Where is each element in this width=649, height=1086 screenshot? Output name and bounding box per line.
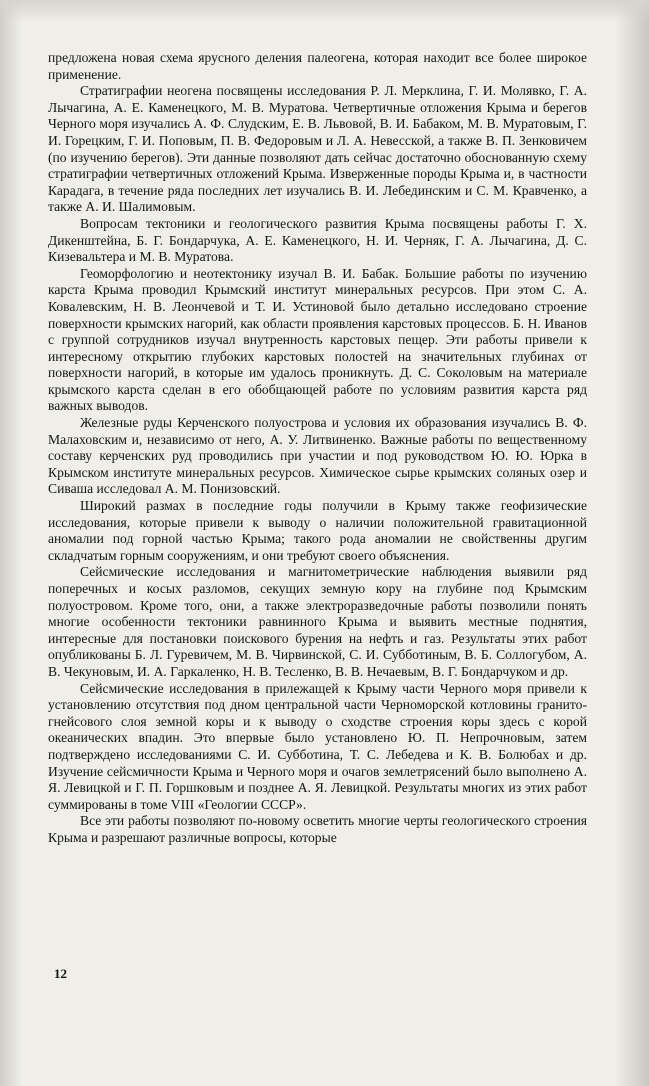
paragraph-black-sea-seismic: Сейсмические исследования в прилежащей к Крыму части Черного моря привели к установлению отсутствия под дном центральной части Черноморской котловины гранито-гнейсового слоя земной коры и к выводу о сходстве строения коры здесь с корой океанических впадин. Это впервые было установлено Ю. П. Непрочновым, затем подтверждено исследованиями С. И. Субботина, Т. С. Лебедева и К. В. Болюбах и др. Изучение сейсмичности Крыма и Черного моря и очагов землетрясений было выполнено А. Я. Левицкой и Г. П. Горшковым и позднее А. Я. Левицкой. Результаты многих из этих работ суммированы в томе VIII «Геологии СССР». — [48, 680, 587, 812]
page-number: 12 — [54, 966, 67, 981]
scan-shadow-top — [0, 0, 649, 22]
paragraph-paleogene-continuation: предложена новая схема ярусного деления палеогена, которая находит все более широкое применение. — [48, 50, 587, 82]
body-text — [48, 50, 587, 847]
paragraph-geomorphology-karst: Геоморфологию и неотектонику изучал В. И. Бабак. Большие работы по изучению карста Крыма проводил Крымский институт минеральных ресурсов. При этом С. А. Ковалевским, Н. В. Леончевой и Т. И. Устиновой было детально исследовано строение поверхности крымских нагорий, как области проявления карстовых процессов. Б. Н. Иванов с группой сотрудников изучал внутренность карстовых пещер. Эти работы привели к интересному открытию глубоких карстовых полостей на значительных глубинах от поверхности нагорий, в которые им удалось проникнуть. Д. С. Соколовым на материале крымского карста сделан в его обобщающей работе по условиям развития карста ряд важных выводов. — [48, 265, 587, 414]
paragraph-iron-ores: Железные руды Керченского полуострова и условия их образования изучались В. Ф. Малаховским и, независимо от него, А. У. Литвиненко. Важные работы по вещественному составу керченских руд проводились при участии и под руководством Ю. Ю. Юрка в Крымском институте минеральных ресурсов. Химическое сырье крымских соляных озер и Сиваша исследовал А. М. Понизовский. — [48, 415, 587, 497]
paragraph-conclusion: Все эти работы позволяют по-новому осветить многие черты геологического строения Крыма и разрешают различные вопросы, которые — [48, 813, 587, 845]
paragraph-tectonics: Вопросам тектоники и геологического развития Крыма посвящены работы Г. Х. Дикенштейна, Б. Г. Бондарчука, А. Е. Каменецкого, Н. И. Черняк, Г. А. Лычагина, Д. С. Кизевальтера и М. В. Муратова. — [48, 215, 587, 265]
scan-shadow-right — [615, 0, 649, 1086]
scan-shadow-left — [0, 0, 22, 1086]
paragraph-seismic-magnetometric: Сейсмические исследования и магнитометрические наблюдения выявили ряд поперечных и косых разломов, секущих земную кору на глубине под Крымским полуостровом. Кроме того, они, а также электроразведочные работы позволили понять многие особенности тектоники равнинного Крыма и выявить местные поднятия, интересные для постановки поискового бурения на нефть и газ. Результаты этих работ опубликованы Б. Л. Гуревичем, М. В. Чирвинской, С. И. Субботиным, В. Б. Соллогубом, А. В. Чекуновым, И. А. Гаркаленко, Н. В. Тесленко, В. В. Нечаевым, В. Г. Бондарчуком и др. — [48, 564, 587, 679]
paragraph-geophysics: Широкий размах в последние годы получили в Крыму также геофизические исследования, которые привели к выводу о наличии положительной гравитационной аномалии под горной частью Крыма; такого рода аномалии не свойственны другим складчатым горным сооружениям, и они требуют своего объяснения. — [48, 498, 587, 563]
paragraph-neogene-stratigraphy: Стратиграфии неогена посвящены исследования Р. Л. Мерклина, Г. И. Молявко, Г. А. Лычагина, А. Е. Каменецкого, М. В. Муратова. Четвертичные отложения Крыма и берегов Черного моря изучались А. Ф. Слудским, Е. В. Львовой, В. И. Бабаком, М. В. Муратовым, Г. И. Горецким, Г. И. Поповым, П. В. Федоровым и Л. А. Невесской, а также В. П. Зенковичем (по изучению берегов). Эти данные позволяют дать сейчас достаточно обоснованную схему стратиграфии четвертичных отложений Крыма. Изверженные породы Крыма и, в частности Карадага, в течение ряда последних лет изучались В. И. Лебединским и С. М. Кравченко, а также А. И. Шалимовым. — [48, 83, 587, 215]
